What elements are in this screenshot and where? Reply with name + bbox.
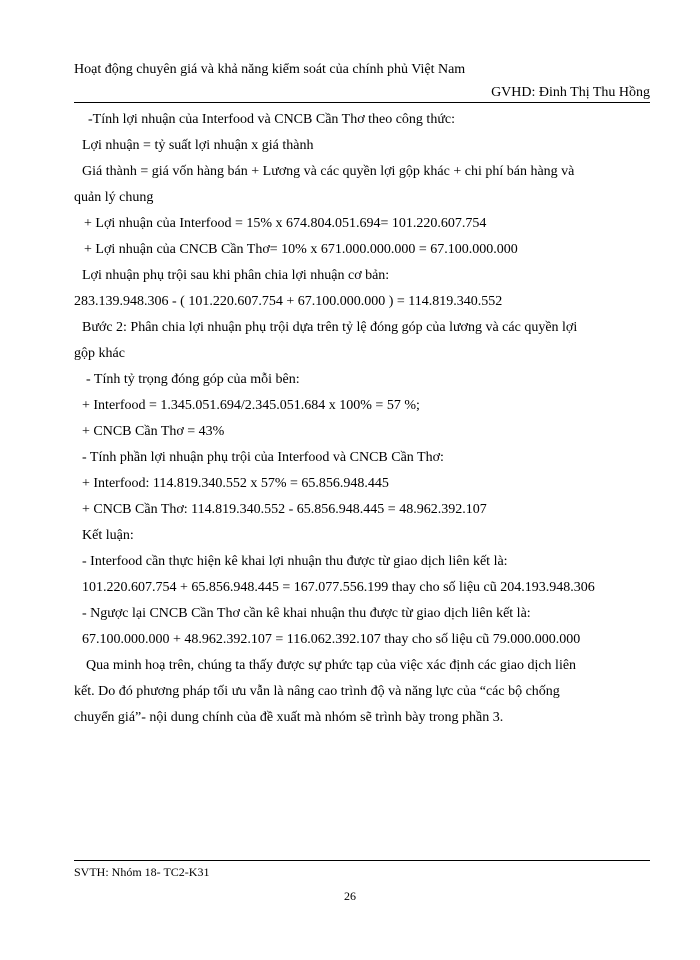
text-line: Qua minh hoạ trên, chúng ta thấy được sự phức tạp của việc xác định các giao dịch liên [86, 658, 577, 673]
text-line: 283.139.948.306 - ( 101.220.607.754 + 67.100.000.000 ) = 114.819.340.552 [74, 294, 503, 309]
text-line: - Tính tỷ trọng đóng góp của mỗi bên: [86, 372, 300, 387]
text-line: + CNCB Cần Thơ: 114.819.340.552 - 65.856.948.445 = 48.962.392.107 [82, 502, 487, 517]
header-divider [74, 102, 650, 103]
text-line: 67.100.000.000 + 48.962.392.107 = 116.062.392.107 thay cho số liệu cũ 79.000.000.000 [82, 632, 581, 647]
text-line: Giá thành = giá vốn hàng bán + Lương và các quyền lợi gộp khác + chi phí bán hàng và [82, 164, 575, 179]
footer-divider [74, 860, 650, 861]
text-line: gộp khác [74, 346, 125, 361]
text-line: - Interfood cần thực hiện kê khai lợi nhuận thu được từ giao dịch liên kết là: [82, 554, 508, 569]
footer-author: SVTH: Nhóm 18- TC2-K31 [74, 865, 210, 879]
text-line: - Tính phần lợi nhuận phụ trội của Interfood và CNCB Cần Thơ: [82, 450, 444, 465]
text-line: + Interfood: 114.819.340.552 x 57% = 65.856.948.445 [82, 476, 389, 491]
body-text [74, 107, 654, 731]
text-line: chuyển giá”- nội dung chính của đề xuất mà nhóm sẽ trình bày trong phần 3. [74, 710, 504, 725]
page-header [74, 60, 650, 103]
text-line: -Tính lợi nhuận của Interfood và CNCB Cần Thơ theo công thức: [88, 112, 456, 127]
text-line: Kết luận: [82, 528, 134, 543]
text-line: Lợi nhuận = tỷ suất lợi nhuận x giá thành [82, 138, 314, 153]
text-line: kết. Do đó phương pháp tối ưu vẫn là nâng cao trình độ và năng lực của “các bộ chống [74, 684, 560, 699]
text-line: + Lợi nhuận của CNCB Cần Thơ= 10% x 671.000.000.000 = 67.100.000.000 [84, 242, 518, 257]
text-line: + Interfood = 1.345.051.694/2.345.051.684 x 100% = 57 %; [82, 398, 420, 413]
text-line: 101.220.607.754 + 65.856.948.445 = 167.077.556.199 thay cho số liệu cũ 204.193.948.306 [82, 580, 595, 595]
header-title: Hoạt động chuyên giá và khả năng kiểm soát của chính phủ Việt Nam [74, 62, 466, 77]
header-supervisor: GVHD: Đinh Thị Thu Hồng [491, 85, 650, 100]
text-line: quản lý chung [74, 190, 154, 205]
text-line: - Ngược lại CNCB Cần Thơ cần kê khai nhuận thu được từ giao dịch liên kết là: [82, 606, 531, 621]
text-line: + CNCB Cần Thơ = 43% [82, 424, 225, 439]
text-line: + Lợi nhuận của Interfood = 15% x 674.804.051.694= 101.220.607.754 [84, 216, 487, 231]
page-number: 26 [344, 889, 356, 903]
text-line: Bước 2: Phân chia lợi nhuận phụ trội dựa trên tỷ lệ đóng góp của lương và các quyền lợi [82, 320, 578, 335]
text-line: Lợi nhuận phụ trội sau khi phân chia lợi nhuận cơ bản: [82, 268, 390, 283]
